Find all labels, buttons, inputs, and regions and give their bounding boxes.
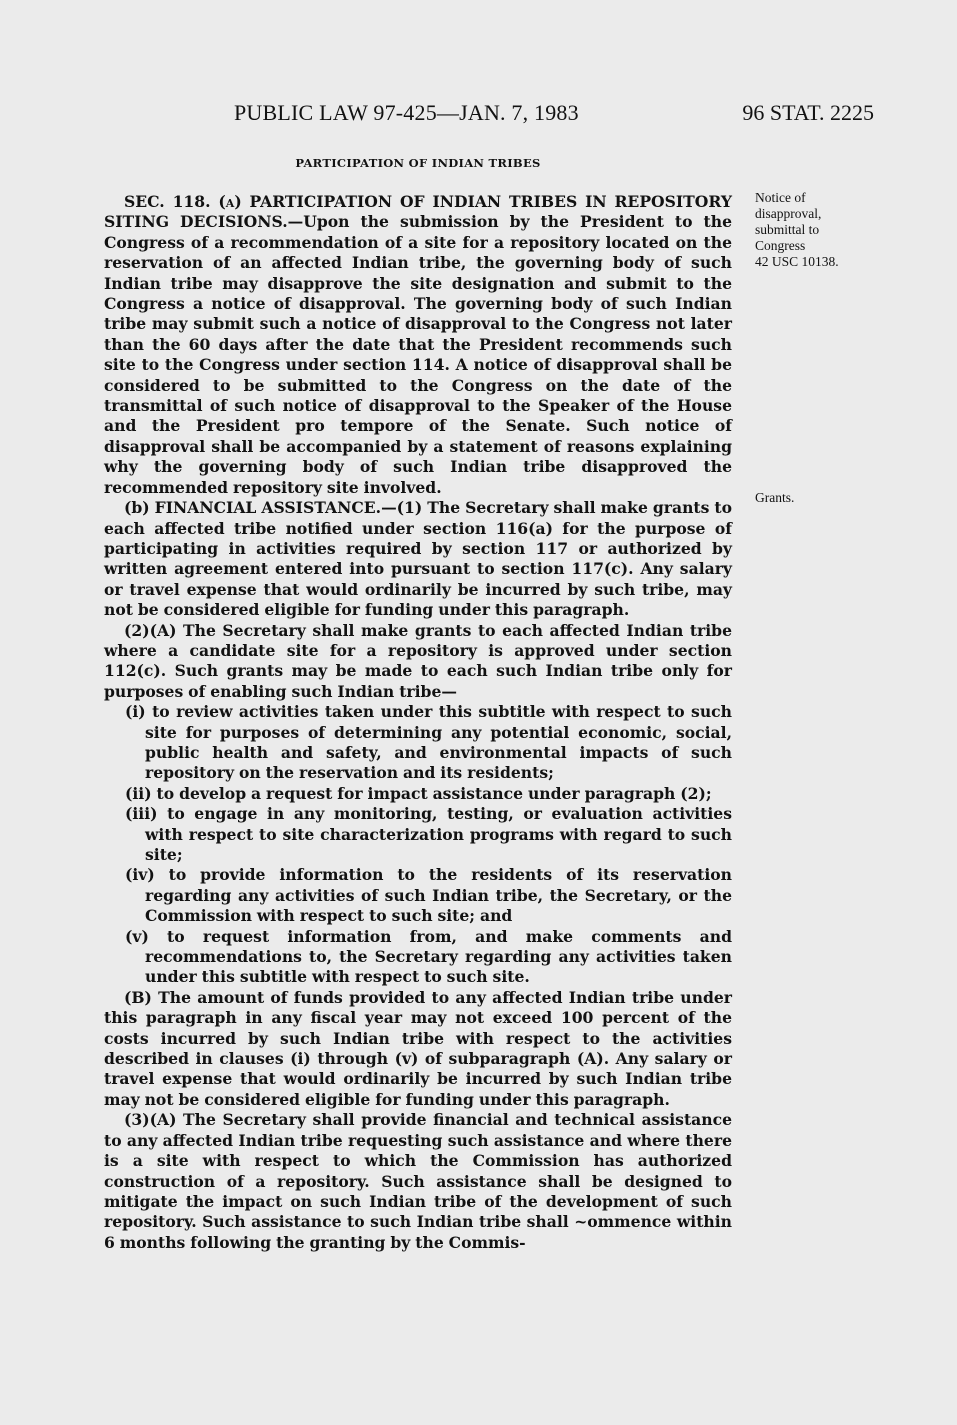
clause-iii: (iii) to engage in any monitoring, testing, or evaluation activities with respect to site characterization programs with regard to such site; xyxy=(125,804,732,864)
running-title: PUBLIC LAW 97-425—JAN. 7, 1983 xyxy=(234,100,579,125)
clause-v: (v) to request information from, and make comments and recommendations to, the Secretary regarding any activities taken under this subtitle with respect to such site. xyxy=(125,926,732,987)
subsection-b-paragraph xyxy=(104,498,732,620)
body-text xyxy=(104,192,732,1253)
subsection-heading: FINANCIAL ASSISTANCE. xyxy=(154,498,382,518)
section-heading: PARTICIPATION OF INDIAN TRIBES xyxy=(295,156,541,170)
clause-iv: (iv) to provide information to the residents of its reservation regarding any activities of such Indian tribe, the Secretary, or the Commission with respect to such site; and xyxy=(125,865,732,926)
paragraph-text: —(1) The Secretary shall make grants to each affected tribe notified under section 116(a) for the purpose of participating in activities required by section 117 or authorized by written agreement entered into pursuant to section 117(c). Any salary or travel expense that would ordinarily be incurred by such tribe, may not be considered eligible for funding under this paragraph. xyxy=(104,498,733,620)
paragraph-text: —Upon the submission by the President to the Congress of a recommendation of a site for a repository located on the reservation of an affected Indian tribe, the governing body of such Indian tribe may disapprove the site designation and submit to the Congress a notice of disapproval. The governing body of such Indian tribe may submit such a notice of disapproval to the Congress not later than the 60 days after the date that the President recommends such site to the Congress under section 114. A notice of disapproval shall be considered to be submitted to the Congress on the date of the transmittal of such notice of disapproval to the Speaker of the House and the President pro tempore of the Senate. Such notice of disapproval shall be accompanied by a statement of reasons explaining why the governing body of such Indian tribe disapproved the recommended repository site involved. xyxy=(104,212,732,497)
subsection-lead: (b) xyxy=(124,498,155,518)
stat-reference: 96 STAT. 2225 xyxy=(742,100,874,125)
section-lead: SEC. 118. (a) xyxy=(124,192,250,211)
paragraph-2a: (2)(A) The Secretary shall make grants to each affected Indian tribe where a candidate site for a repository is approved under section 112(c). Such grants may be made to each such Indian tribe only for purposes of enabling such Indian tribe— xyxy=(104,620,732,701)
margin-note-grants: Grants. xyxy=(755,490,795,505)
section-118-paragraph xyxy=(104,192,732,498)
margin-note-notice: Notice of disapproval, submittal to Congress 42 USC 10138. xyxy=(755,190,839,269)
clause-ii: (ii) to develop a request for impact assistance under paragraph (2); xyxy=(125,783,712,803)
page-header xyxy=(104,100,874,130)
subsection-heading: PARTICIPATION OF INDIAN TRIBES IN REPOSITORY SITING DECISIONS. xyxy=(104,192,732,232)
paragraph-3a: (3)(A) The Secretary shall provide financial and technical assistance to any affected Indian tribe requesting such assistance and where there is a site with respect to which the Commission has authorized construction of a repository. Such assistance shall be designed to mitigate the impact on such Indian tribe of the development of such repository. Such assistance to such Indian tribe shall ~ommence within 6 months following the granting by the Commis- xyxy=(104,1110,732,1252)
paragraph-2b: (B) The amount of funds provided to any affected Indian tribe under this paragraph in any fiscal year may not exceed 100 percent of the costs incurred by such Indian tribe with respect to the activities described in clauses (i) through (v) of subparagraph (A). Any salary or travel expense that would ordinarily be incurred by such Indian tribe may not be considered eligible for funding under this paragraph. xyxy=(104,987,732,1109)
clause-i: (i) to review activities taken under this subtitle with respect to such site for purposes of determining any potential economic, social, public health and safety, and environmental impacts of such repository on the reservation and its residents; xyxy=(125,702,732,783)
